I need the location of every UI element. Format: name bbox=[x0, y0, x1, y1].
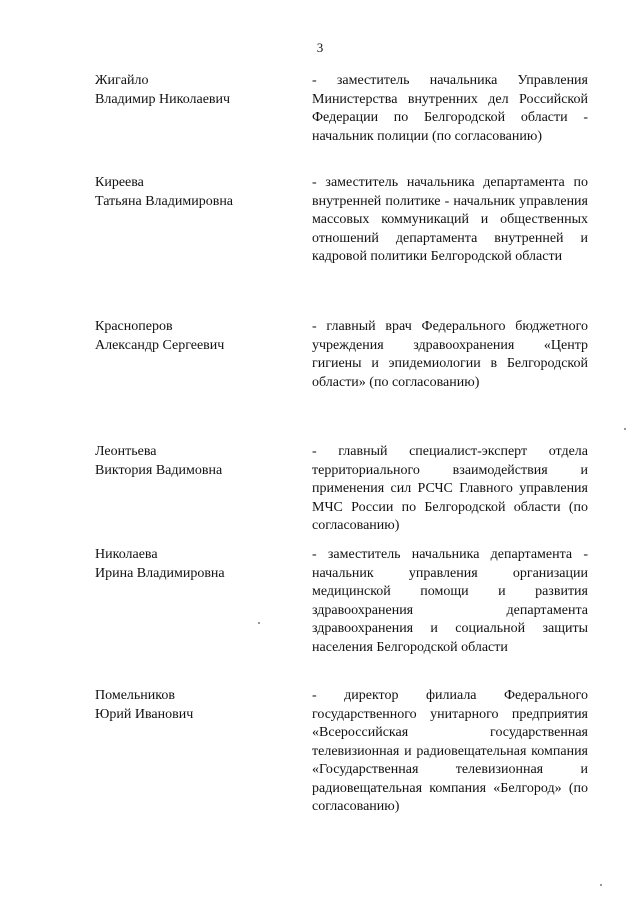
list-item bbox=[0, 546, 640, 656]
scan-speck bbox=[624, 428, 626, 430]
person-surname: Киреева bbox=[95, 175, 144, 190]
person-given-names: Александр Сергеевич bbox=[95, 337, 225, 353]
scan-speck bbox=[600, 884, 602, 886]
person-surname: Жигайло bbox=[95, 73, 149, 88]
person-position: - заместитель начальника департамента по внутренней политике - начальник управления массовых коммуникаций и общественных отношений департамента внутренней и кадровой политики Белгородской области bbox=[312, 175, 588, 264]
person-name bbox=[95, 72, 295, 109]
person-surname: Леонтьева bbox=[95, 444, 157, 459]
person-position: - главный врач Федерального бюджетного учреждения здравоохранения «Центр гигиены и эпидемиологии в Белгородской области» (по согласованию) bbox=[312, 319, 588, 390]
person-given-names: Юрий Иванович bbox=[95, 706, 194, 722]
person-name bbox=[95, 174, 295, 211]
person-position: - заместитель начальника Управления Министерства внутренних дел Российской Федерации по Белгородской области - начальник полиции (по согласованию) bbox=[312, 73, 588, 144]
scan-speck bbox=[258, 622, 260, 624]
person-given-names: Виктория Вадимовна bbox=[95, 462, 223, 478]
person-given-names: Ирина Владимировна bbox=[95, 565, 225, 581]
person-surname: Красноперов bbox=[95, 319, 173, 334]
list-item bbox=[0, 318, 640, 413]
person-name bbox=[95, 546, 295, 583]
person-name bbox=[95, 443, 295, 480]
list-item bbox=[0, 72, 640, 167]
list-item bbox=[0, 174, 640, 284]
person-name bbox=[95, 318, 295, 355]
person-position: - директор филиала Федерального государственного унитарного предприятия «Всероссийская государственная телевизионная и радиовещательная компания «Государственная телевизионная и радиовещательная компания «Белгород» (по согласованию) bbox=[312, 688, 588, 814]
person-position: - главный специалист-эксперт отдела территориального взаимодействия и применения сил РСЧС Главного управления МЧС России по Белгородской области (по согласованию) bbox=[312, 444, 588, 533]
person-given-names: Владимир Николаевич bbox=[95, 91, 231, 107]
person-given-names: Татьяна Владимировна bbox=[95, 193, 234, 209]
list-item bbox=[0, 687, 640, 827]
person-position: - заместитель начальника департамента - начальник управления организации медицинской помощи и развития здравоохранения департамента здравоохранения и социальной защиты населения Белгородской области bbox=[312, 547, 588, 655]
person-surname: Николаева bbox=[95, 547, 158, 562]
page-number: 3 bbox=[316, 40, 324, 55]
person-surname: Помельников bbox=[95, 688, 175, 703]
list-item bbox=[0, 443, 640, 538]
person-name bbox=[95, 687, 295, 724]
